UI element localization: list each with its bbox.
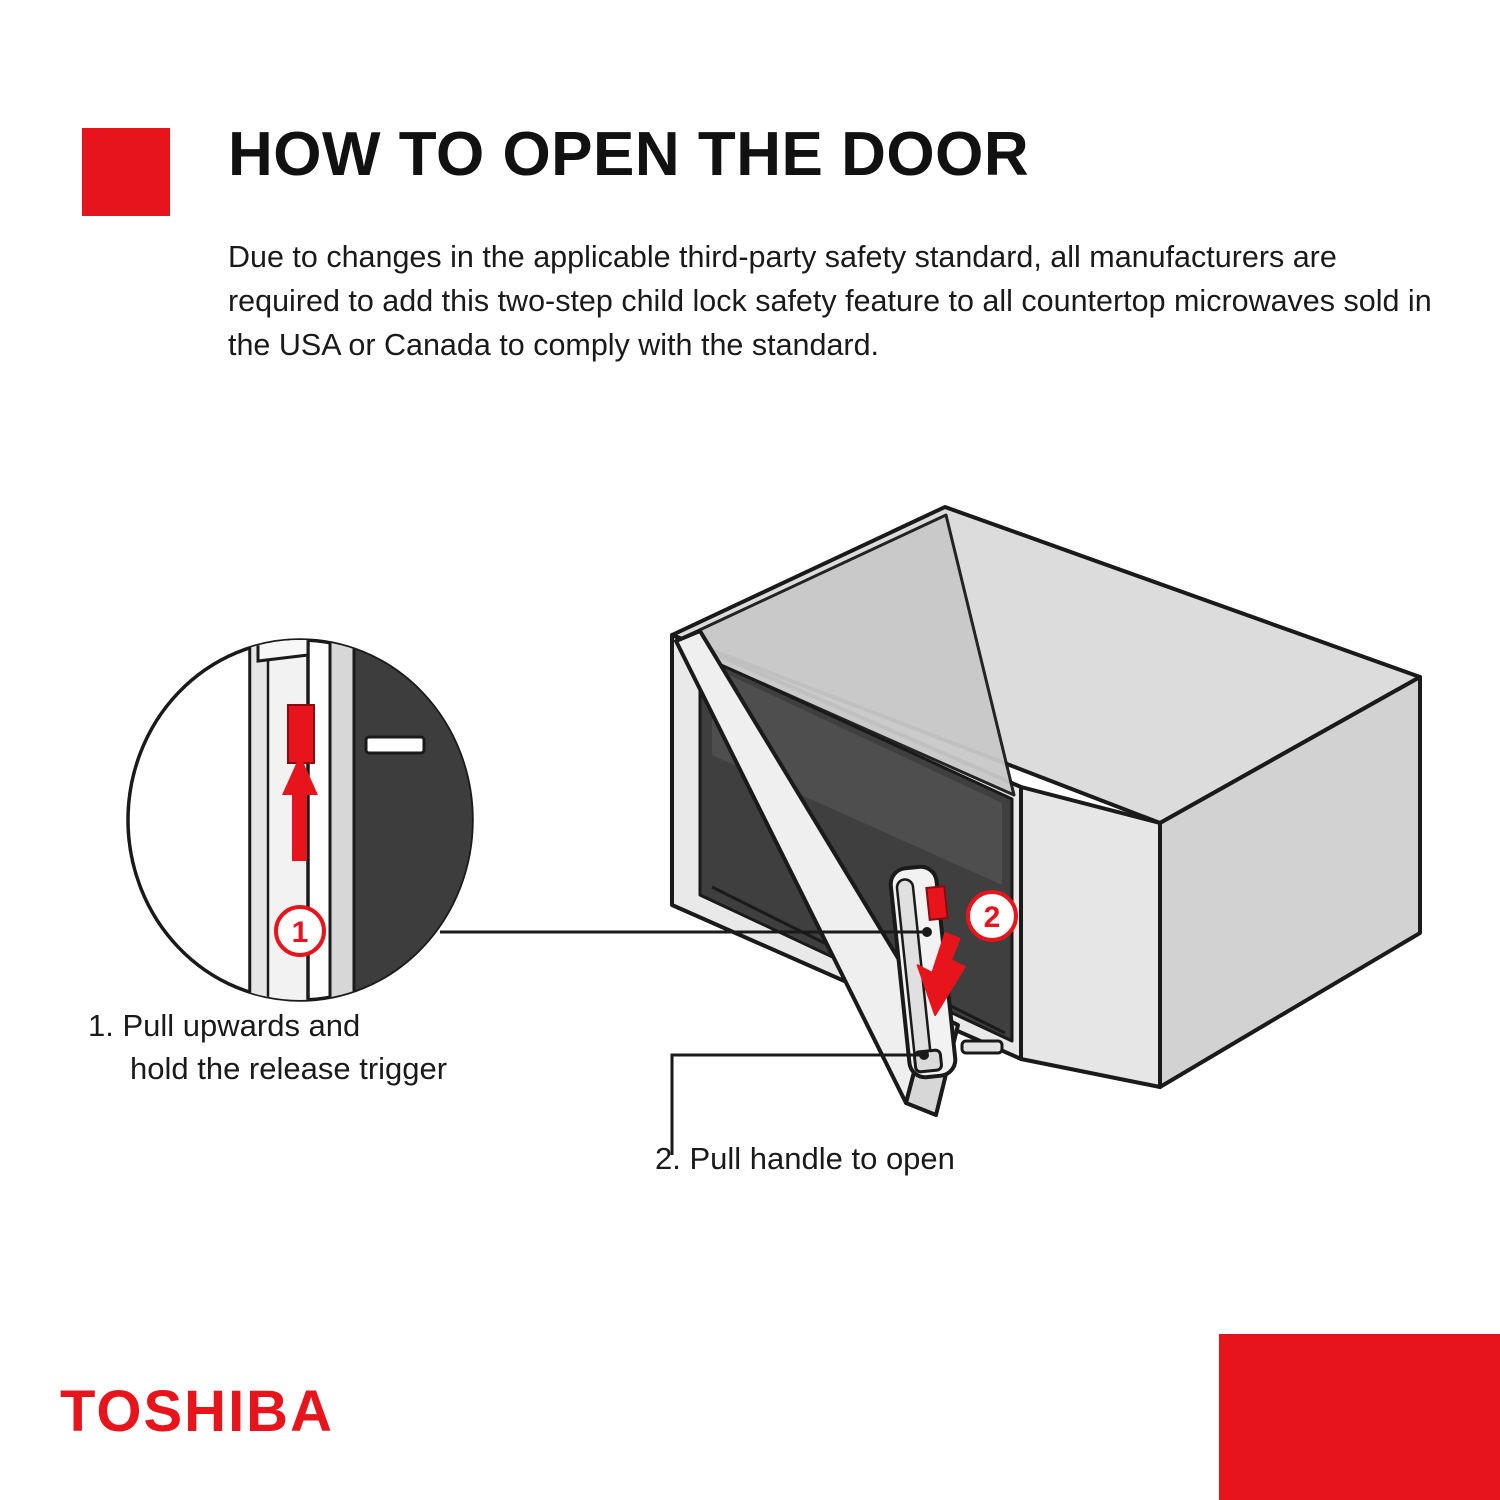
- toshiba-logo: TOSHIBA: [60, 1379, 334, 1444]
- detail-handle-top-cap: [258, 630, 308, 661]
- detail-release-trigger-red: [288, 705, 314, 763]
- step-2-badge-number: 2: [983, 901, 1001, 934]
- detail-door-glass: [352, 625, 472, 1025]
- step-2-badge: [968, 892, 1016, 940]
- magnified-trigger-detail: [128, 625, 472, 1035]
- step-1-caption-line2: hold the release trigger: [130, 1050, 448, 1086]
- footer-accent-block: [1219, 1334, 1500, 1500]
- detail-latch-tab: [366, 737, 424, 753]
- step-2-caption: [655, 1138, 1175, 1181]
- step-1-badge: [276, 907, 324, 955]
- release-trigger-red: [926, 886, 947, 920]
- detail-door-edge: [330, 625, 354, 1025]
- body-latch-hook: [962, 1041, 1002, 1053]
- step-1-caption: [88, 1005, 608, 1091]
- step-1-badge-number: 1: [291, 916, 309, 949]
- detail-handle-inner: [250, 635, 268, 1035]
- step-1-caption-line1: 1. Pull upwards and: [88, 1008, 361, 1043]
- page-title: HOW TO OPEN THE DOOR: [228, 120, 1030, 189]
- leader-dot-trigger: [922, 927, 932, 937]
- how-to-open-illustration: [0, 455, 1500, 1235]
- header-accent-square: [82, 128, 170, 216]
- step-2-caption-line1: 2. Pull handle to open: [655, 1141, 955, 1176]
- leader-dot-handle: [919, 1050, 929, 1060]
- intro-paragraph: Due to changes in the applicable third-party safety standard, all manufacturers are required to add this two-step child lock safety feature to all countertop microwaves sold in the USA or Canada to comply with the standard.: [228, 240, 1432, 362]
- microwave-front-face: [1021, 787, 1160, 1087]
